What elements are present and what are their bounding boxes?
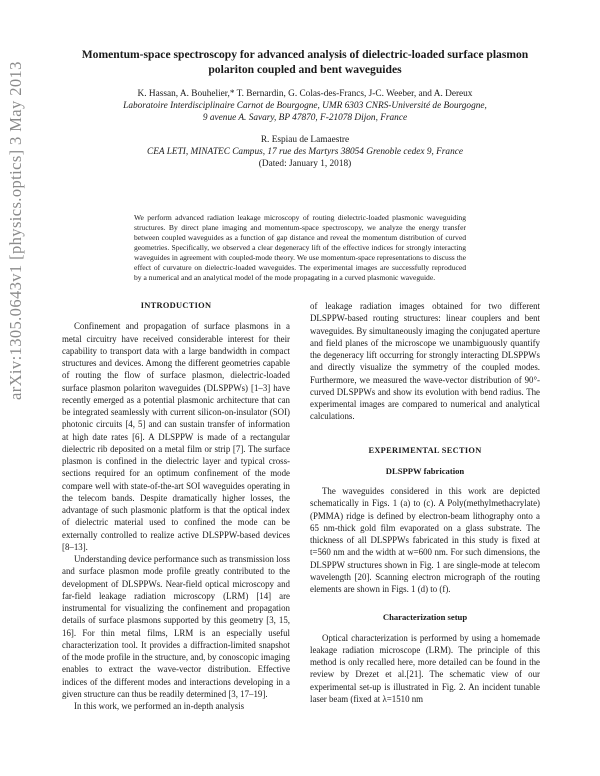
author-list: K. Hassan, A. Bouhelier,* T. Bernardin, G. Colas-des-Francs, J-C. Weeber, and A. Dereux — [137, 89, 473, 99]
abstract: We perform advanced radiation leakage microscopy of routing dielectric-loaded plasmonic waveguiding structures. By direct plane imaging and momentum-space spectroscopy, we analyze the energy transfer between coupled waveguides as a function of gap distance and reveal the momentum distribution of curved geometries. Specifically, we observed a clear degeneracy lift of the effective indices for strongly interacting waveguides in agreement with coupled-mode theory. We use momentum-space representations to discuss the effect of curvature on dielectric-loaded waveguides. The experimental images are successfully reproduced by a numerical and an analytical model of the mode propagating in a curved plasmonic waveguide. — [134, 213, 466, 282]
characterization-paragraph: Optical characterization is performed by using a homemade leakage radiation microscope (LRM). The principle of this method is only recalled here, more detailed can be found in the review by Drezet et al.[21]. The schematic view of our experimental set-up is illustrated in Fig. 2. An incident tunable laser beam (fixed at λ=1510 nm — [310, 632, 540, 704]
fabrication-subheading: DLSPPW fabrication — [385, 465, 465, 476]
affiliation-1-line-1: Laboratoire Interdisciplinaire Carnot de Bourgogne, UMR 6303 CNRS-Université de Bourgogne, — [123, 101, 487, 111]
fabrication-paragraph: The waveguides considered in this work are depicted schematically in Figs. 1 (a) to (c). A Poly(methylmethacrylate) (PMMA) ridge is defined by electron-beam lithography onto a 65 nm-thick gold film evaporated on a glass substrate. The thickness of all DLSPPWs fabricated in this study is fixed at t=560 nm and the width at w=600 nm. For such dimensions, the DLSPPW structures shown in Fig. 1 are single-mode at telecom wavelength [20]. Scanning electron micrograph of the routing elements are shown in Figs. 1 (d) to (f). — [310, 486, 540, 594]
affiliation-1-line-2: 9 avenue A. Savary, BP 47870, F-21078 Dijon, France — [202, 113, 408, 123]
arxiv-identifier[interactable]: arXiv:1305.0643v1 [physics.optics] 3 May 2013 — [6, 61, 25, 400]
intro-paragraph-1: Confinement and propagation of surface plasmons in a metal circuitry have received considerable interest for their capability to transport data with a large bandwidth in compact structures and devices. Among the different geometries capable of routing the flow of surface plasmon, dielectric-loaded surface plasmon polariton waveguides (DLSPPWs) [1–3] have recently emerged as a potential plasmonic architecture that can be integrated seamlessly with current silicon-on-insulator (SOI) photonic circuits [4, 5] and can sustain transfer of information at high date rates [6]. A DLSPPW is made of a rectangular dielectric rib deposited on a metal film or strip [7]. The surface plasmon is confined in the dielectric layer and typical cross-sections required for an optimum confinement of the mode compare well with state-of-the-art SOI waveguides operating in the telecom bands. Despite dramatically higher losses, the advantage of such plasmonic platform is that the optical index of dielectric material used to confined the mode can be externally controlled to realize active DLSPPW-based devices [8–13]. — [62, 321, 290, 552]
right-column — [310, 300, 540, 705]
left-column — [62, 300, 290, 712]
characterization-subheading: Characterization setup — [382, 612, 468, 623]
paper-title: Momentum-space spectroscopy for advanced analysis of dielectric-loaded surface plasmon polariton coupled and bent waveguides — [81, 48, 529, 76]
experimental-section-heading: EXPERIMENTAL SECTION — [368, 445, 482, 455]
intro-paragraph-3: In this work, we performed an in-depth analysis — [74, 701, 245, 711]
affiliation-2: CEA LETI, MINATEC Campus, 17 rue des Martyrs 38054 Grenoble cedex 9, France — [147, 147, 463, 157]
intro-paragraph-2: Understanding device performance such as transmission loss and surface plasmon mode profile greatly contributed to the development of DLSPPWs. Near-field optical microscopy and far-field leakage radiation microscopy (LRM) [14] are instrumental for visualizing the confinement and propagation details of surface plasmons supported by this geometry [3, 15, 16]. For thin metal films, LRM is an especially useful characterization tool. It provides a diffraction-limited snapshot of the mode profile in the structure, and, by conoscopic imaging enables to extract the wave-vector distribution. Effective indices of the different modes and interactions developing in a given structure can thus be readily determined [3, 17–19]. — [62, 554, 290, 699]
date-line: (Dated: January 1, 2018) — [258, 159, 352, 169]
introduction-heading: INTRODUCTION — [140, 301, 212, 310]
second-author: R. Espiau de Lamaestre — [260, 135, 350, 145]
intro-continuation: of leakage radiation images obtained for two different DLSPPW-based routing structures: linear couplers and bent waveguides. By simultaneously imaging the conjugated aperture and field planes of the microscope we unambiguously quantify the degeneracy lift occurring for strongly interacting DLSPPWs and directly visualize the symmetry of the coupled modes. Furthermore, we measured the wave-vector distribution of 90°-curved DLSPPWs and show its evolution with bend radius. The experimental images are compared to numerical and analytical calculations. — [310, 301, 540, 422]
author-block — [60, 88, 550, 170]
